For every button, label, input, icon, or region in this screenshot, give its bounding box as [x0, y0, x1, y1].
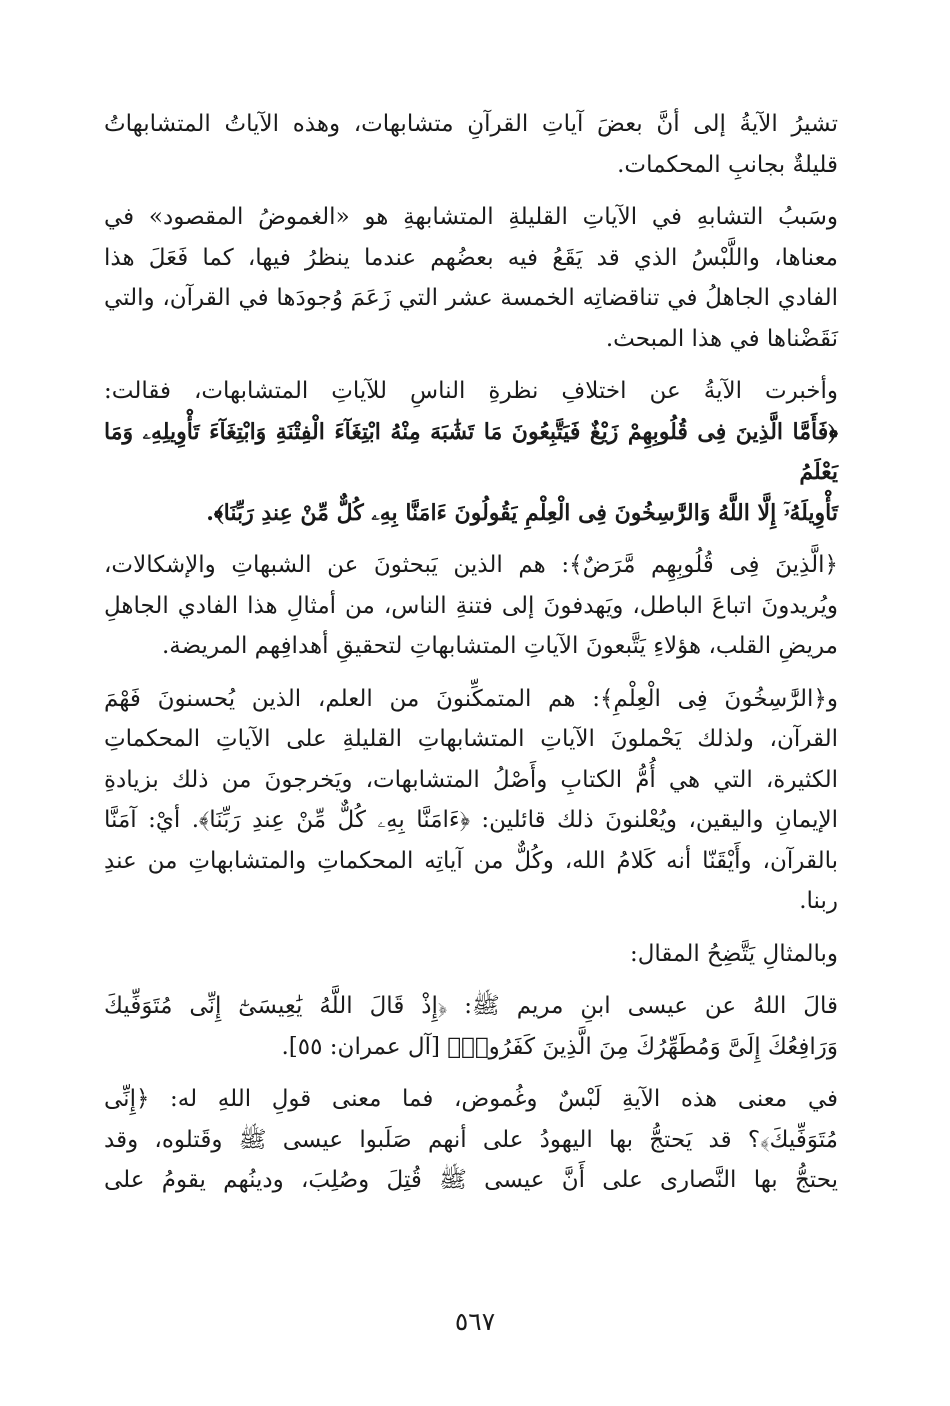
- text-line: بالقرآن، وأَيْقَنّا أنه كَلامُ الله، وكُلٌّ من آياتِه المحكماتِ والمتشابهاتِ من عندِ: [104, 847, 838, 874]
- text-line: مُتَوَفِّيكَ﴾؟ قد يَحتجُّ بها اليهودُ على أنهم صَلَبوا عيسى ﷺ وقَتلوه، وقد: [104, 1126, 838, 1153]
- paragraph-6: [104, 934, 838, 975]
- text-line: نَقَضْناها في هذا المبحث.: [605, 325, 838, 352]
- text-line: مريضِ القلب، هؤلاءِ يَتَّبعونَ الآياتِ المتشابهاتِ لتحقيقِ أهدافِهم المريضة.: [161, 633, 838, 659]
- paragraph-8: [104, 1079, 838, 1201]
- text-line: تشيرُ الآيةُ إلى أنَّ بعضَ آياتِ القرآنِ متشابهات، وهذه الآياتُ المتشابهاتُ: [104, 111, 838, 137]
- paragraph-5: [104, 679, 838, 922]
- text-line: يحتجُّ بها النَّصارى على أَنَّ عيسى ﷺ قُتِلَ وصُلِبَ، ودينُهم يقومُ على: [104, 1167, 838, 1193]
- text-line: وَرَافِعُكَ إِلَىَّ وَمُطَهِّرُكَ مِنَ الَّذِينَ كَفَرُوا۟﴾ [آل عمران: ٥٥].: [281, 1033, 838, 1060]
- text-line: ويُريدونَ اتباعَ الباطل، ويَهدفونَ إلى فتنةِ الناس، من أمثالِ هذا الفادي الجاهلِ: [104, 592, 838, 619]
- text-line: وأخبرت الآيةُ عن اختلافِ نظرةِ الناسِ للآياتِ المتشابهات، فقالت:: [104, 378, 838, 404]
- text-line: الكثيرة، التي هي أُمُّ الكتابِ وأَصْلُ المتشابهات، ويَخرجونَ من ذلك بزيادةِ: [104, 766, 838, 793]
- text-line: قليلةٌ بجانبِ المحكمات.: [617, 151, 838, 178]
- paragraph-2: [104, 197, 838, 359]
- paragraph-1: [104, 104, 838, 185]
- paragraph-3: [104, 371, 838, 533]
- page-number: ٥٦٧: [454, 1307, 496, 1336]
- text-line: قالَ اللهُ عن عيسى ابنِ مريم ﷺ: ﴿إِذْ قَالَ اللَّهُ يَٰعِيسَىٰٓ إِنِّى مُتَوَفِّيكَ: [104, 993, 838, 1019]
- text-line: ربنا.: [799, 888, 838, 914]
- quran-verse-line: ﴿فَأَمَّا الَّذِينَ فِى قُلُوبِهِمْ زَيْغٌ فَيَتَّبِعُونَ مَا تَشَٰبَهَ مِنْهُ ابْتِغَآءَ الْفِتْنَةِ وَابْتِغَآءَ تَأْوِيلِهِۦ وَمَا يَعْلَمُ: [104, 418, 838, 485]
- text-line: وبالمثالِ يَتَّضِحُ المقال:: [629, 940, 838, 967]
- text-line: في معنى هذه الآيةِ لَبْسٌ وغُموض، فما معنى قولِ اللهِ له: ﴿إِنِّى: [104, 1086, 838, 1112]
- page-body: [104, 104, 838, 1213]
- text-line: وسَببُ التشابهِ في الآياتِ القليلةِ المتشابهةِ هو «الغموضُ المقصود» في: [104, 204, 838, 230]
- text-line: معناها، واللَّبْسُ الذي قد يَقَعُ فيه بعضُهم عندما ينظرُ فيها، كما فَعَلَ هذا: [104, 244, 838, 271]
- paragraph-7: [104, 986, 838, 1067]
- text-line: القرآن، ولذلك يَحْملونَ الآياتِ المتشابهاتِ القليلةِ على الآياتِ المحكماتِ: [104, 726, 838, 752]
- quran-verse-line: تَأْوِيلَهُۥٓ إِلَّا اللَّهُ وَالرَّٰسِخُونَ فِى الْعِلْمِ يَقُولُونَ ءَامَنَّا بِهِۦ كُلٌّ مِّنْ عِندِ رَبِّنَا﴾.: [206, 499, 838, 526]
- text-line: الفادي الجاهلُ في تناقضاتِه الخمسة عشر التي زَعَمَ وُجودَها في القرآن، والتي: [104, 285, 838, 311]
- text-line: ﴿الَّذِينَ فِى قُلُوبِهِم مَّرَضٌ﴾: هم الذين يَبحثونَ عن الشبهاتِ والإشكالات،: [104, 552, 838, 578]
- text-line: و﴿الرَّٰسِخُونَ فِى الْعِلْمِ﴾: هم المتمكِّنونَ من العلم، الذين يُحسنونَ فَهْمَ: [104, 685, 838, 712]
- paragraph-4: [104, 545, 838, 667]
- text-line: الإيمانِ واليقين، ويُعْلنونَ ذلك قائلين: ﴿ءَامَنَّا بِهِۦ كُلٌّ مِّنْ عِندِ رَبِّنَا﴾. أيْ: آمَنَّا: [104, 807, 838, 833]
